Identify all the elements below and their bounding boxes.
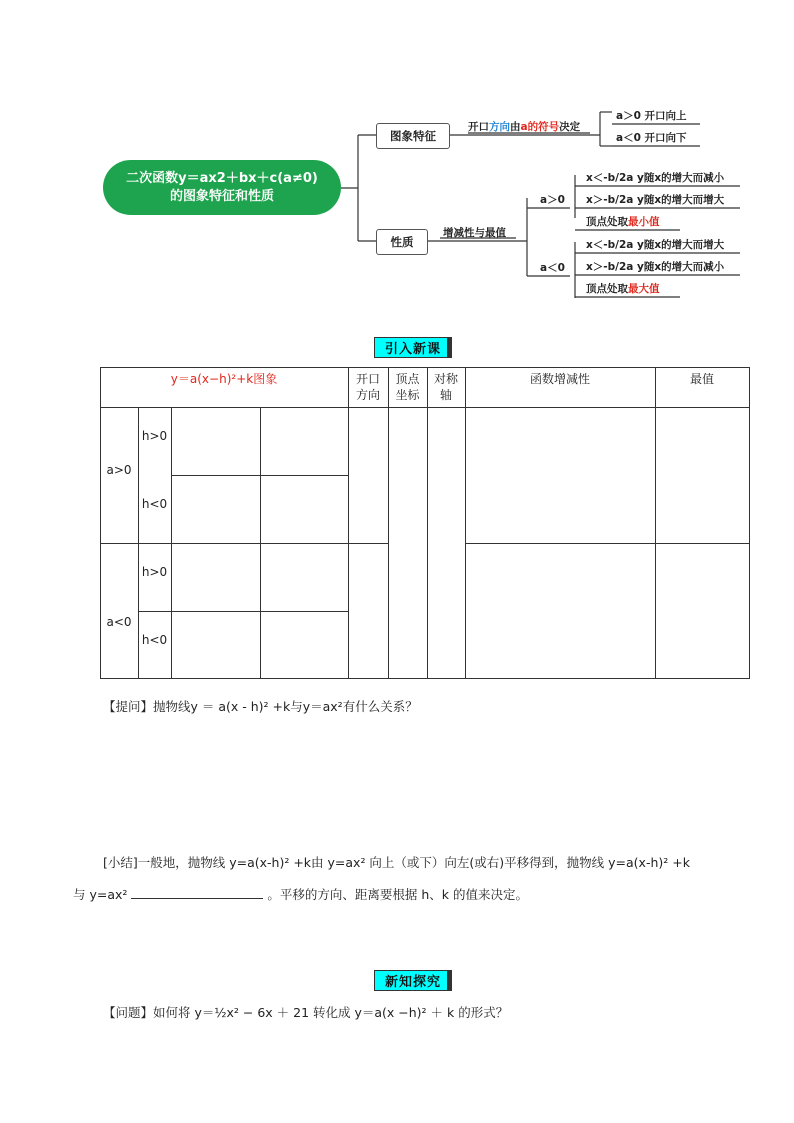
neg-left-rule: x＜-b/2a y随x的增大而增大 <box>586 239 725 251</box>
row-a-positive: a>0 <box>106 463 132 477</box>
monotonicity-label: 增减性与最值 <box>443 227 506 239</box>
decide-word: 决定 <box>559 121 581 133</box>
direction-word: 方向 <box>489 121 510 133</box>
section-explore-title: 新知探究 <box>374 970 452 991</box>
branch-image-features: 图象特征 <box>376 123 450 149</box>
opening-word: 开口 <box>468 121 489 133</box>
header-axis-2: 轴 <box>439 388 452 402</box>
summary-line2-start: 与 y=ax² <box>73 887 128 902</box>
header-vertex-1: 顶点 <box>395 372 420 386</box>
neg-right-rule: x＞-b/2a y随x的增大而减小 <box>586 261 725 273</box>
pos-right-rule: x＞-b/2a y随x的增大而增大 <box>586 194 725 206</box>
table-header-graph: y＝a(x−h)²+k图象 <box>170 372 278 386</box>
section-intro-title: 引入新课 <box>374 337 452 358</box>
a-positive-opens-up: a＞0 开口向上 <box>616 110 687 122</box>
min-value-text: 最小值 <box>628 216 660 228</box>
table-header-axis <box>427 371 465 403</box>
row-h-negative-2: h<0 <box>141 633 168 647</box>
row-h-negative-1: h<0 <box>141 497 168 511</box>
answer-blank[interactable] <box>131 886 263 899</box>
by-word: 由 <box>510 121 521 133</box>
a-lt0-label: a＜0 <box>540 262 565 274</box>
a-gt0-label: a＞0 <box>540 194 565 206</box>
summary-line2-end: 。平移的方向、距离要根据 h、k 的值来决定。 <box>267 887 528 902</box>
header-open-1: 开口 <box>355 372 380 386</box>
header-open-2: 方向 <box>355 388 380 402</box>
row-h-positive-2: h>0 <box>141 565 168 579</box>
summary-line1: [小结]一般地，抛物线 y=a(x-h)² +k由 y=ax² 向上（或下）向左(或右)平移得到，抛物线 y=a(x-h)² +k <box>103 855 690 870</box>
root-title-line1: 二次函数y＝ax2＋bx＋c(a≠0) <box>126 170 318 186</box>
row-h-positive-1: h>0 <box>141 429 168 443</box>
pos-vertex-text: 顶点处取 <box>586 216 628 228</box>
table-header-open <box>348 371 388 403</box>
table-header-monotonicity: 函数增减性 <box>529 372 590 386</box>
summary-line2 <box>73 885 528 903</box>
max-value-text: 最大值 <box>628 283 660 295</box>
question-relation: 【提问】抛物线y ＝ a(x - h)² +k与y＝ax²有什么关系？ <box>103 699 418 714</box>
row-a-negative: a<0 <box>106 615 132 629</box>
branch-properties: 性质 <box>376 229 428 255</box>
table-header-extremum: 最值 <box>689 372 714 386</box>
header-axis-1: 对称 <box>433 372 458 386</box>
sign-of-a: a的符号 <box>520 121 560 133</box>
table-header-vertex <box>388 371 427 403</box>
header-vertex-2: 坐标 <box>395 388 420 402</box>
a-negative-opens-down: a＜0 开口向下 <box>616 132 687 144</box>
question-transform: 【问题】如何将 y＝½x² − 6x ＋ 21 转化成 y＝a(x −h)² ＋ k 的形式？ <box>103 1005 509 1020</box>
pos-left-rule: x＜-b/2a y随x的增大而减小 <box>586 172 725 184</box>
root-title-line2: 的图象特征和性质 <box>169 188 274 204</box>
neg-vertex-text: 顶点处取 <box>586 283 628 295</box>
